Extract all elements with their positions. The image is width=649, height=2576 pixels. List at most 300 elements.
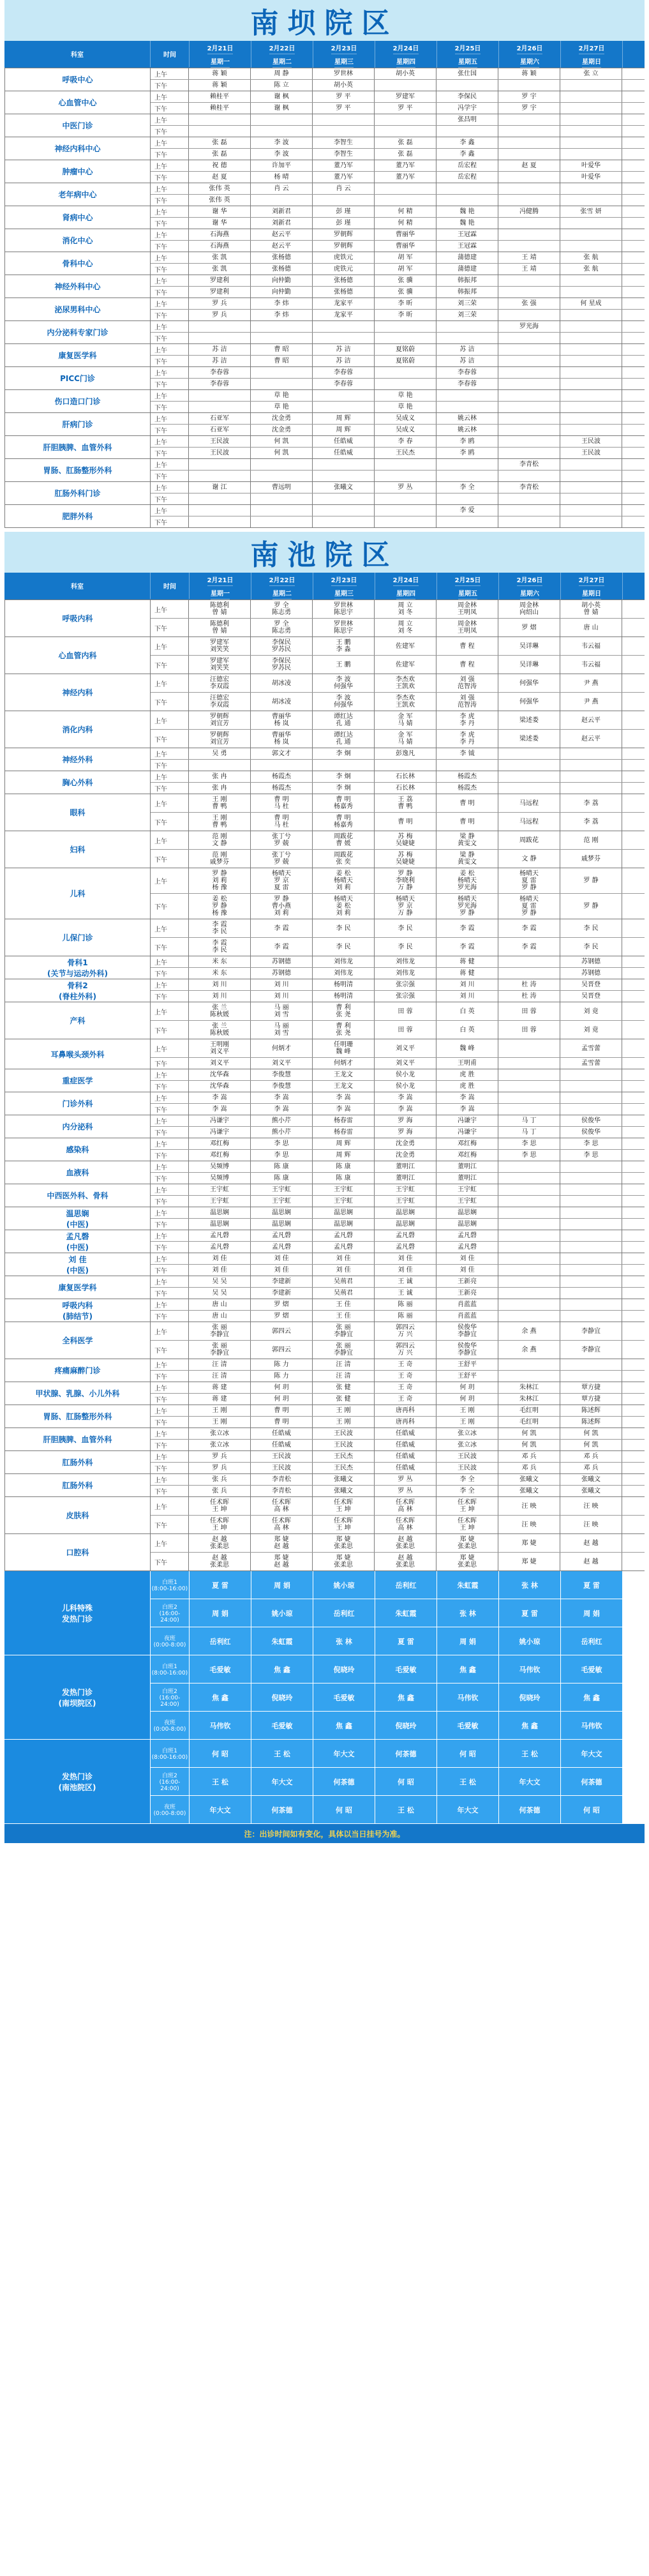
- doctor-cell: [560, 1081, 622, 1092]
- doctor-cell: 张 航: [560, 264, 622, 275]
- session-row: [151, 471, 645, 481]
- session-row: [151, 748, 645, 760]
- doctor-cell: 石长林: [375, 783, 436, 794]
- doctor-cell: 杜 涛: [498, 979, 560, 990]
- doctor-cell: 刘 竟: [560, 1002, 622, 1020]
- session-time: 下午: [151, 493, 189, 504]
- doctor-cell: 王民波: [313, 1440, 375, 1450]
- doctor-cell: 邓红梅: [189, 1150, 251, 1161]
- doctor-cell: [560, 91, 622, 102]
- session-row: [151, 1359, 645, 1371]
- doctor-cell: 陈 丽: [375, 1299, 436, 1310]
- doctor-cell: 李 嵩: [189, 1104, 251, 1115]
- doctor-cell: [189, 333, 251, 343]
- day-date: 2月23日: [331, 41, 357, 54]
- time-header: 时间: [151, 41, 190, 67]
- doctor-cell: 李 鸥: [436, 448, 498, 458]
- doctor-cell: 刘 佳: [313, 1253, 375, 1264]
- doctor-cell: 杨霞杰: [436, 783, 498, 794]
- doctor-cell: 张 丽 李静宜: [189, 1341, 251, 1359]
- doctor-cell: [498, 448, 560, 458]
- doctor-cell: [498, 1058, 560, 1069]
- dept-sessions: [151, 137, 645, 160]
- session-row: [151, 637, 645, 656]
- doctor-cell: 任术晖 高 林: [251, 1497, 313, 1515]
- doctor-cell: 向仲勤: [251, 287, 313, 298]
- doctor-cell: [560, 1069, 622, 1080]
- doctor-cell: 罗建军 刘笑笑: [189, 637, 251, 655]
- session-time: 上午: [151, 68, 189, 79]
- doctor-cell: 张曦文: [560, 1486, 622, 1496]
- dept-sessions: [151, 1138, 645, 1161]
- session-time: 上午: [151, 831, 189, 849]
- doctor-cell: 草 艳: [375, 402, 436, 412]
- doctor-cell: [251, 126, 313, 137]
- doctor-cell: 孟凡磬: [375, 1242, 436, 1253]
- session-time: 下午: [151, 356, 189, 366]
- session-row: [151, 956, 645, 968]
- doctor-cell: 张曦文: [313, 482, 375, 493]
- doctor-cell: 虎铁元: [313, 264, 375, 275]
- doctor-cell: 曹 程: [436, 637, 498, 655]
- doctor-cell: 谢 枫: [251, 103, 313, 114]
- doctor-cell: 张雪 妍: [560, 206, 622, 217]
- night-cell: 年大文: [560, 1740, 622, 1768]
- doctor-cell: 任术晖 高 林: [251, 1516, 313, 1533]
- night-cell: 何 昭: [375, 1768, 436, 1796]
- dept-sessions: [151, 114, 645, 137]
- doctor-cell: 许加平: [251, 160, 313, 171]
- dept-sessions: [151, 298, 645, 320]
- doctor-cell: [436, 183, 498, 194]
- dept-row: [5, 1207, 645, 1230]
- doctor-cell: 杨明清: [313, 991, 375, 1002]
- doctor-cell: 草 艳: [251, 402, 313, 412]
- doctor-cell: 邓红梅: [189, 1138, 251, 1149]
- doctor-cell: 张 冉: [189, 783, 251, 794]
- dept-sessions: [151, 1069, 645, 1092]
- night-cell: 何 昭: [560, 1796, 622, 1824]
- doctor-cell: [560, 1196, 622, 1207]
- dept-sessions: [151, 868, 645, 919]
- dept-row: [5, 137, 645, 160]
- doctor-cell: 温思娴: [189, 1219, 251, 1230]
- doctor-cell: 何 玥: [436, 1394, 498, 1405]
- doctor-cell: 侯俊华: [560, 1115, 622, 1126]
- dept-row: [5, 390, 645, 413]
- doctor-cell: [498, 126, 560, 137]
- dept-name: 康复医学科: [5, 344, 151, 366]
- doctor-cell: [251, 114, 313, 125]
- doctor-cell: 白 英: [436, 1002, 498, 1020]
- doctor-cell: 张仕国: [436, 68, 498, 79]
- dept-name: 心血管中心: [5, 91, 151, 114]
- doctor-cell: [189, 321, 251, 332]
- doctor-cell: 罗建利: [189, 287, 251, 298]
- doctor-cell: 草 艳: [375, 390, 436, 401]
- doctor-cell: 李 民: [313, 919, 375, 937]
- night-cell: 焦 鑫: [498, 1712, 560, 1740]
- doctor-cell: 王宇虹: [313, 1184, 375, 1195]
- session-row: [151, 1417, 645, 1427]
- session-row: [151, 813, 645, 831]
- doctor-cell: 唐再科: [375, 1417, 436, 1427]
- night-cell: 姚小琼: [251, 1599, 313, 1627]
- doctor-cell: 杨春雷: [313, 1127, 375, 1138]
- doctor-cell: 李 虎 李 丹: [436, 730, 498, 748]
- dept-name: 甲状腺、乳腺、小儿外科: [5, 1382, 151, 1405]
- doctor-cell: [560, 229, 622, 240]
- doctor-cell: 陈 康: [313, 1161, 375, 1172]
- doctor-cell: [313, 471, 375, 481]
- doctor-cell: [498, 413, 560, 424]
- doctor-cell: 周 立 刘 冬: [375, 600, 436, 618]
- night-cell: 毛爱敏: [189, 1655, 251, 1683]
- doctor-cell: 曹 利 张 尧: [313, 1002, 375, 1020]
- doctor-cell: 刘三荣: [436, 298, 498, 309]
- doctor-cell: 罗 宇: [498, 103, 560, 114]
- doctor-cell: 吴频博: [189, 1161, 251, 1172]
- night-cell: 年大文: [189, 1796, 251, 1824]
- session-row: [151, 126, 645, 137]
- session-time: 上午: [151, 600, 189, 618]
- doctor-cell: 李 全: [436, 1474, 498, 1485]
- doctor-cell: [498, 367, 560, 378]
- dept-row: [5, 1474, 645, 1497]
- dept-row: [5, 956, 645, 979]
- dept-row: [5, 114, 645, 137]
- dept-row: [5, 1138, 645, 1161]
- doctor-cell: 唐 山: [560, 619, 622, 636]
- doctor-cell: [498, 968, 560, 979]
- doctor-cell: 肖蓝蓝: [436, 1311, 498, 1322]
- dept-sessions: [151, 91, 645, 114]
- session-row: [151, 402, 645, 412]
- doctor-cell: 魏 峰: [436, 1039, 498, 1057]
- doctor-cell: 何 凯: [498, 1428, 560, 1439]
- doctor-cell: 刘伟龙: [313, 956, 375, 967]
- doctor-cell: 苏钢德: [560, 956, 622, 967]
- doctor-cell: 李 荔: [560, 794, 622, 812]
- session-row: [151, 1021, 645, 1039]
- day-date: 2月22日: [269, 41, 295, 54]
- day-weekday: 星期四: [396, 586, 415, 599]
- doctor-cell: 李 霞: [251, 919, 313, 937]
- doctor-cell: 夏铭蔚: [375, 356, 436, 366]
- doctor-cell: 刘伟龙: [375, 956, 436, 967]
- doctor-cell: [498, 1161, 560, 1172]
- doctor-cell: 李 霞: [436, 919, 498, 937]
- doctor-cell: 姚云林: [436, 413, 498, 424]
- doctor-cell: 张 兵: [189, 1474, 251, 1485]
- doctor-cell: 李杰欢 王凯欢: [375, 674, 436, 692]
- doctor-cell: 罗建军 刘笑笑: [189, 656, 251, 674]
- doctor-cell: 姜 松 杨晴天 罗光海: [436, 868, 498, 893]
- session-time: 下午: [151, 516, 189, 527]
- doctor-cell: [560, 1161, 622, 1172]
- doctor-cell: 曹 明: [375, 813, 436, 831]
- session-time: 上午: [151, 1474, 189, 1485]
- doctor-cell: 任术晖 王 坤: [313, 1497, 375, 1515]
- doctor-cell: [375, 80, 436, 91]
- session-time: 下午: [151, 241, 189, 252]
- doctor-cell: 刘 佳: [375, 1265, 436, 1276]
- session-time: 下午: [151, 425, 189, 435]
- doctor-cell: 董明江: [436, 1173, 498, 1184]
- dept-name: 神经内科中心: [5, 137, 151, 160]
- dept-name: 肝胆胰脾、血管外科: [5, 436, 151, 458]
- doctor-cell: 董乃军: [375, 172, 436, 183]
- session-row: [151, 1265, 645, 1276]
- doctor-cell: 李 民: [560, 919, 622, 937]
- doctor-cell: [498, 1242, 560, 1253]
- session-time: 下午: [151, 730, 189, 748]
- dept-row: [5, 321, 645, 344]
- doctor-cell: 米 东: [189, 968, 251, 979]
- doctor-cell: [560, 482, 622, 493]
- doctor-cell: 罗 丛: [375, 1474, 436, 1485]
- doctor-cell: 李 炯: [313, 771, 375, 782]
- doctor-cell: 汪 映: [560, 1497, 622, 1515]
- doctor-cell: 张丁兮 罗 兢: [251, 831, 313, 849]
- night-cell: 王 松: [498, 1740, 560, 1768]
- day-header: [499, 573, 561, 599]
- doctor-cell: 沈金勇: [251, 413, 313, 424]
- doctor-cell: 张宗强: [375, 979, 436, 990]
- dept-row: [5, 160, 645, 183]
- doctor-cell: 李 炜: [251, 310, 313, 320]
- session-time: 下午: [151, 1196, 189, 1207]
- session-time: 下午: [151, 656, 189, 674]
- doctor-cell: 张 健: [313, 1394, 375, 1405]
- doctor-cell: 罗 熠: [251, 1311, 313, 1322]
- doctor-cell: 李建新: [251, 1288, 313, 1299]
- day-date: 2月27日: [579, 573, 605, 586]
- doctor-cell: 唐 山: [189, 1299, 251, 1310]
- doctor-cell: 罗 兵: [189, 310, 251, 320]
- doctor-cell: 何 精: [375, 218, 436, 229]
- night-time: 夜班 (0:00-8:00): [150, 1796, 189, 1824]
- session-time: 上午: [151, 1069, 189, 1080]
- session-row: [151, 310, 645, 320]
- doctor-cell: [498, 1311, 560, 1322]
- doctor-cell: 刘 佳: [375, 1253, 436, 1264]
- night-cell: 张 林: [436, 1599, 498, 1627]
- doctor-cell: 李春蓉: [313, 367, 375, 378]
- doctor-cell: 李 思: [498, 1150, 560, 1161]
- doctor-cell: [189, 505, 251, 516]
- doctor-cell: [251, 493, 313, 504]
- night-cell: 岳利红: [189, 1627, 251, 1655]
- doctor-cell: 罗 丛: [375, 482, 436, 493]
- doctor-cell: 白 英: [436, 1021, 498, 1039]
- doctor-cell: 王民波: [436, 1463, 498, 1473]
- dept-row: [5, 794, 645, 831]
- doctor-cell: 王宇虹: [436, 1184, 498, 1195]
- session-row: [151, 356, 645, 366]
- dept-row: [5, 436, 645, 459]
- dept-sessions: [151, 413, 645, 435]
- doctor-cell: 李 民: [375, 938, 436, 956]
- doctor-cell: 陈 立: [251, 80, 313, 91]
- day-date: 2月21日: [207, 573, 234, 586]
- doctor-cell: 沈华森: [189, 1081, 251, 1092]
- doctor-cell: 田 蓉: [375, 1021, 436, 1039]
- dept-sessions: [151, 1207, 645, 1230]
- session-time: 上午: [151, 1428, 189, 1439]
- doctor-cell: 李春蓉: [313, 379, 375, 389]
- doctor-cell: 祝 德: [189, 160, 251, 171]
- doctor-cell: 刘 川: [189, 979, 251, 990]
- doctor-cell: 董明江: [436, 1161, 498, 1172]
- dept-name: 骨科2 (脊柱外科): [5, 979, 151, 1002]
- night-cell: 焦 鑫: [251, 1655, 313, 1683]
- session-row: [151, 711, 645, 730]
- doctor-cell: 刘 佳: [436, 1253, 498, 1264]
- session-time: 下午: [151, 1265, 189, 1276]
- doctor-cell: 汪 清: [189, 1371, 251, 1382]
- doctor-cell: [375, 195, 436, 206]
- session-time: 下午: [151, 1463, 189, 1473]
- night-cell: 焦 鑫: [436, 1655, 498, 1683]
- night-cell: 毛爱敏: [560, 1655, 622, 1683]
- doctor-cell: 李 嵩: [436, 1092, 498, 1103]
- day-header: [375, 41, 437, 68]
- night-cell: 夏 雷: [498, 1599, 560, 1627]
- doctor-cell: 陈 康: [251, 1173, 313, 1184]
- session-time: 下午: [151, 402, 189, 412]
- doctor-cell: 罗光海: [498, 321, 560, 332]
- session-row: [151, 264, 645, 275]
- doctor-cell: [498, 471, 560, 481]
- doctor-cell: 赵 越 张柔思: [375, 1534, 436, 1552]
- doctor-cell: 王明刚 刘义平: [189, 1039, 251, 1057]
- dept-name: 泌尿男科中心: [5, 298, 151, 320]
- session-row: [151, 1127, 645, 1138]
- dept-sessions: [151, 919, 645, 956]
- doctor-cell: [560, 137, 622, 148]
- dept-name: PICC门诊: [5, 367, 151, 389]
- doctor-cell: 覃方捷: [560, 1394, 622, 1405]
- session-time: 下午: [151, 195, 189, 206]
- dept-name: 骨科1 (关节与运动外科): [5, 956, 151, 979]
- session-row: [151, 114, 645, 126]
- dept-name: 感染科: [5, 1138, 151, 1161]
- doctor-cell: [375, 516, 436, 527]
- dept-name: 妇科: [5, 831, 151, 868]
- session-time: 上午: [151, 413, 189, 424]
- doctor-cell: 李 思: [560, 1138, 622, 1149]
- doctor-cell: 郭四云 万 兴: [375, 1341, 436, 1359]
- doctor-cell: 魏 艳: [436, 218, 498, 229]
- doctor-cell: 李 霞: [251, 938, 313, 956]
- doctor-cell: 刘伟龙: [313, 968, 375, 979]
- day-date: 2月24日: [393, 41, 419, 54]
- doctor-cell: 王 刚 曹 鸭: [189, 813, 251, 831]
- doctor-cell: 李 嵩: [251, 1092, 313, 1103]
- doctor-cell: 李 民: [560, 938, 622, 956]
- doctor-cell: 胡小英: [313, 80, 375, 91]
- dept-sessions: [151, 505, 645, 527]
- dept-name: 眼科: [5, 794, 151, 831]
- doctor-cell: 吴荊君: [313, 1288, 375, 1299]
- doctor-cell: [375, 333, 436, 343]
- dept-name: 伤口造口门诊: [5, 390, 151, 412]
- doctor-cell: 曹丽华: [375, 241, 436, 252]
- doctor-cell: [498, 516, 560, 527]
- doctor-cell: 王 佳: [313, 1311, 375, 1322]
- doctor-cell: 曹 昭: [251, 344, 313, 355]
- dept-name: 温思娴 (中医): [5, 1207, 151, 1230]
- doctor-cell: 罗 熠: [251, 1299, 313, 1310]
- doctor-cell: [560, 425, 622, 435]
- night-row: [150, 1768, 622, 1796]
- doctor-cell: [189, 459, 251, 470]
- doctor-cell: 李青松: [498, 459, 560, 470]
- session-row: [151, 783, 645, 794]
- doctor-cell: 周金林 王明凤: [436, 619, 498, 636]
- night-time: 白班2 (16:00-24:00): [150, 1599, 189, 1627]
- doctor-cell: 任皓威: [375, 1428, 436, 1439]
- session-time: 上午: [151, 505, 189, 516]
- doctor-cell: 王宇虹: [375, 1184, 436, 1195]
- doctor-cell: 赵 越: [560, 1553, 622, 1570]
- dept-sessions: [151, 206, 645, 229]
- doctor-cell: [498, 1219, 560, 1230]
- session-row: [151, 1115, 645, 1127]
- session-time: 上午: [151, 482, 189, 493]
- night-cell: 张 林: [313, 1627, 375, 1655]
- doctor-cell: 邓 兵: [498, 1451, 560, 1462]
- doctor-cell: 张立冰: [436, 1440, 498, 1450]
- doctor-cell: 刘 强 范智涛: [436, 674, 498, 692]
- dept-name: 消化中心: [5, 229, 151, 252]
- doctor-cell: 王明甫: [436, 1058, 498, 1069]
- doctor-cell: 李 爱: [436, 505, 498, 516]
- doctor-cell: 王 诚: [375, 1288, 436, 1299]
- dept-sessions: [151, 1382, 645, 1405]
- session-time: 下午: [151, 1173, 189, 1184]
- doctor-cell: [560, 1230, 622, 1241]
- dept-sessions: [151, 68, 645, 91]
- doctor-cell: 李建新: [251, 1276, 313, 1287]
- doctor-cell: 王 鹏 李 淼: [313, 637, 375, 655]
- doctor-cell: [375, 459, 436, 470]
- session-time: 上午: [151, 114, 189, 125]
- doctor-cell: 苏 洁: [313, 344, 375, 355]
- doctor-cell: 张 兰 陈秋媛: [189, 1021, 251, 1039]
- doctor-cell: [560, 493, 622, 504]
- doctor-cell: 赵 夏: [498, 160, 560, 171]
- doctor-cell: [560, 1276, 622, 1287]
- doctor-cell: 任皓威: [251, 1428, 313, 1439]
- doctor-cell: 李 全: [436, 1486, 498, 1496]
- session-row: [151, 1039, 645, 1058]
- session-row: [151, 730, 645, 748]
- doctor-cell: 罗 全 陈志勇: [251, 619, 313, 636]
- doctor-cell: [498, 402, 560, 412]
- doctor-cell: 曹丽华 杨 岚: [251, 711, 313, 729]
- doctor-cell: 陈德利 曾 婧: [189, 600, 251, 618]
- doctor-cell: [560, 1288, 622, 1299]
- doctor-cell: 王 刚: [436, 1405, 498, 1416]
- doctor-cell: 杨晴天 罗 京 万 静: [375, 894, 436, 919]
- doctor-cell: 田 蓉: [498, 1021, 560, 1039]
- doctor-cell: 任术晖 高 林: [375, 1516, 436, 1533]
- dept-name: 肛肠外科: [5, 1474, 151, 1496]
- session-time: 上午: [151, 436, 189, 447]
- night-cell: 朱虹霞: [436, 1571, 498, 1599]
